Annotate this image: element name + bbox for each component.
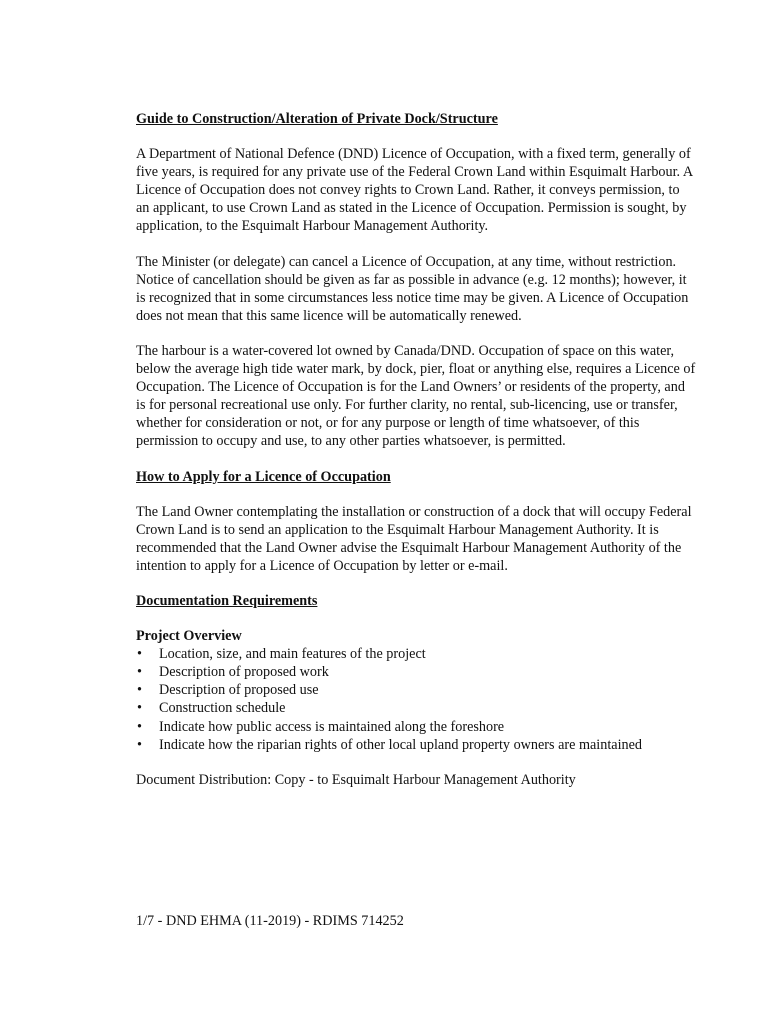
list-item-text: Description of proposed use <box>159 682 319 699</box>
list-item <box>136 663 696 681</box>
list-item <box>136 699 696 717</box>
intro-paragraph-licence: A Department of National Defence (DND) Licence of Occupation, with a fixed term, generally of five years, is required for any private use of the Federal Crown Land within Esquimalt Harbour. A Licence of Occupation does not convey rights to Crown Land. Rather, it conveys permission, to an applicant, to use Crown Land as stated in the Licence of Occupation. Permission is sought, by application, to the Esquimalt Harbour Management Authority. <box>136 146 693 235</box>
page-footer: 1/7 - DND EHMA (11-2019) - RDIMS 714252 <box>136 913 404 929</box>
list-item-text: Indicate how the riparian rights of other local upland property owners are maintained <box>159 736 642 753</box>
list-item <box>136 718 696 736</box>
intro-paragraph-cancellation: The Minister (or delegate) can cancel a Licence of Occupation, at any time, without restriction. Notice of cancellation should be given as far as possible in advance (e.g. 12 months); however, it is recognized that in some circumstances less notice time may be given. A Licence of Occupation does not mean that this same licence will be automatically renewed. <box>136 253 689 324</box>
list-item <box>136 681 696 699</box>
document-distribution: Document Distribution: Copy - to Esquimalt Harbour Management Authority <box>136 771 576 788</box>
project-overview-heading: Project Overview <box>136 628 242 645</box>
list-item <box>136 645 696 663</box>
bullet-icon: • <box>137 682 142 699</box>
project-overview-list <box>136 645 696 754</box>
list-item-text: Construction schedule <box>159 700 286 717</box>
list-item-text: Description of proposed work <box>159 664 329 681</box>
bullet-icon: • <box>137 718 142 735</box>
intro-paragraph-harbour: The harbour is a water-covered lot owned by Canada/DND. Occupation of space on this water, below the average high tide water mark, by dock, pier, float or anything else, requires a Licence of Occupation. The Licence of Occupation is for the Land Owners’ or residents of the property, and is for personal recreational use only. For further clarity, no rental, sub-licencing, use or transfer, whether for consideration or not, or for any purpose or length of time whatsoever, of this permission to occupy and use, to any other parties whatsoever, is permitted. <box>136 342 696 450</box>
bullet-icon: • <box>137 664 142 681</box>
apply-heading: How to Apply for a Licence of Occupation <box>136 468 391 485</box>
apply-paragraph: The Land Owner contemplating the installation or construction of a dock that will occupy Federal Crown Land is to send an application to the Esquimalt Harbour Management Authority. It is recommended that the Land Owner advise the Esquimalt Harbour Management Authority of the intention to apply for a Licence of Occupation by letter or e-mail. <box>136 503 692 574</box>
bullet-icon: • <box>137 646 142 663</box>
list-item <box>136 736 696 754</box>
bullet-icon: • <box>137 736 142 753</box>
list-item-text: Indicate how public access is maintained along the foreshore <box>159 718 505 735</box>
document-body <box>136 110 696 789</box>
bullet-icon: • <box>137 700 142 717</box>
list-item-text: Location, size, and main features of the project <box>159 646 426 663</box>
document-title: Guide to Construction/Alteration of Private Dock/Structure <box>136 111 498 127</box>
documentation-heading: Documentation Requirements <box>136 592 318 609</box>
